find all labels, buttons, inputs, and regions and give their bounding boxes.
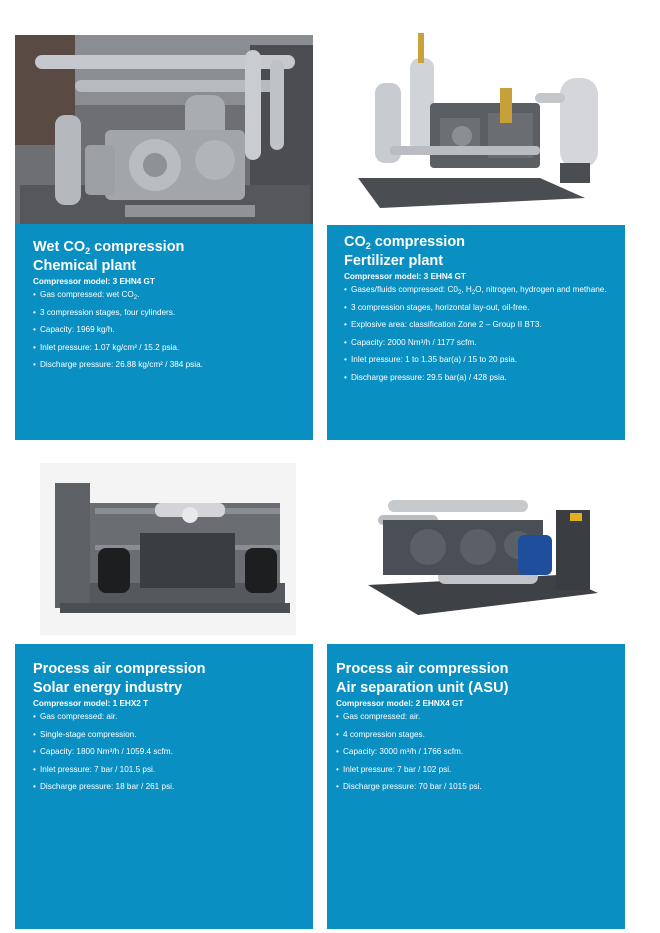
spec-list [336, 711, 616, 792]
spec-item: • Discharge pressure: 29.5 bar(a) / 428 psia. [344, 372, 608, 383]
info-card-co2-fertilizer [327, 225, 625, 440]
spec-item: • Gas compressed: wet $CO_2$. [33, 289, 295, 300]
card-title: Process air compression Solar energy industry [33, 661, 206, 696]
spec-list [33, 711, 295, 792]
spec-list [344, 284, 608, 383]
spec-item: • Gases/fluids compressed: $C0_2$, $H_2O$, nitrogen, hydrogen and methane. [344, 284, 608, 295]
spec-item: • Gas compressed: air. [336, 711, 616, 722]
info-card-air-separation [327, 644, 625, 929]
spec-item: • Capacity: 1800 Nm³/h / 1059.4 scfm. [33, 746, 295, 757]
spec-item: • Explosive area: classification Zone 2 – Group II BT3. [344, 319, 608, 330]
spec-item: • Capacity: 1969 kg/h. [33, 324, 295, 335]
compressor-photo-fertilizer-plant [350, 28, 602, 218]
spec-item: • 3 compression stages, horizontal lay-out, oil-free. [344, 302, 608, 313]
spec-item: • Single-stage compression. [33, 729, 295, 740]
spec-item: • Capacity: 2000 Nm³/h / 1177 scfm. [344, 337, 608, 348]
spec-item: • 3 compression stages, four cylinders. [33, 307, 295, 318]
spec-item: • Discharge pressure: 70 bar / 1015 psi. [336, 781, 616, 792]
card-title: Process air compression Air separation unit (ASU) [336, 661, 509, 696]
spec-item: • Discharge pressure: 26.88 kg/cm² / 384 psia. [33, 359, 295, 370]
compressor-photo-asu [358, 475, 602, 623]
spec-item: • Gas compressed: air. [33, 711, 295, 722]
compressor-model: Compressor model: 2 EHNX4 GT [336, 699, 464, 708]
compressor-photo-chemical-plant [15, 35, 313, 224]
compressor-model: Compressor model: 3 EHN4 GT [344, 272, 466, 281]
spec-item: • Inlet pressure: 7 bar / 102 psi. [336, 764, 616, 775]
spec-item: • Discharge pressure: 18 bar / 261 psi. [33, 781, 295, 792]
spec-item: • Inlet pressure: 7 bar / 101.5 psi. [33, 764, 295, 775]
spec-item: • 4 compression stages. [336, 729, 616, 740]
spec-item: • Inlet pressure: 1.07 kg/cm² / 15.2 psia. [33, 342, 295, 353]
compressor-model: Compressor model: 1 EHX2 T [33, 699, 149, 708]
spec-item: • Capacity: 3000 m³/h / 1766 scfm. [336, 746, 616, 757]
spec-item: • Inlet pressure: 1 to 1.35 bar(a) / 15 to 20 psia. [344, 354, 608, 365]
info-card-wet-co2 [15, 224, 313, 440]
compressor-model: Compressor model: 3 EHN4 GT [33, 277, 155, 286]
spec-list [33, 289, 295, 370]
info-card-solar-energy [15, 644, 313, 929]
compressor-photo-solar-industry [40, 463, 296, 635]
card-title: $CO_2$ compression Fertilizer plant [344, 234, 466, 269]
card-title: Wet $CO_2$ compression Chemical plant [33, 239, 185, 274]
